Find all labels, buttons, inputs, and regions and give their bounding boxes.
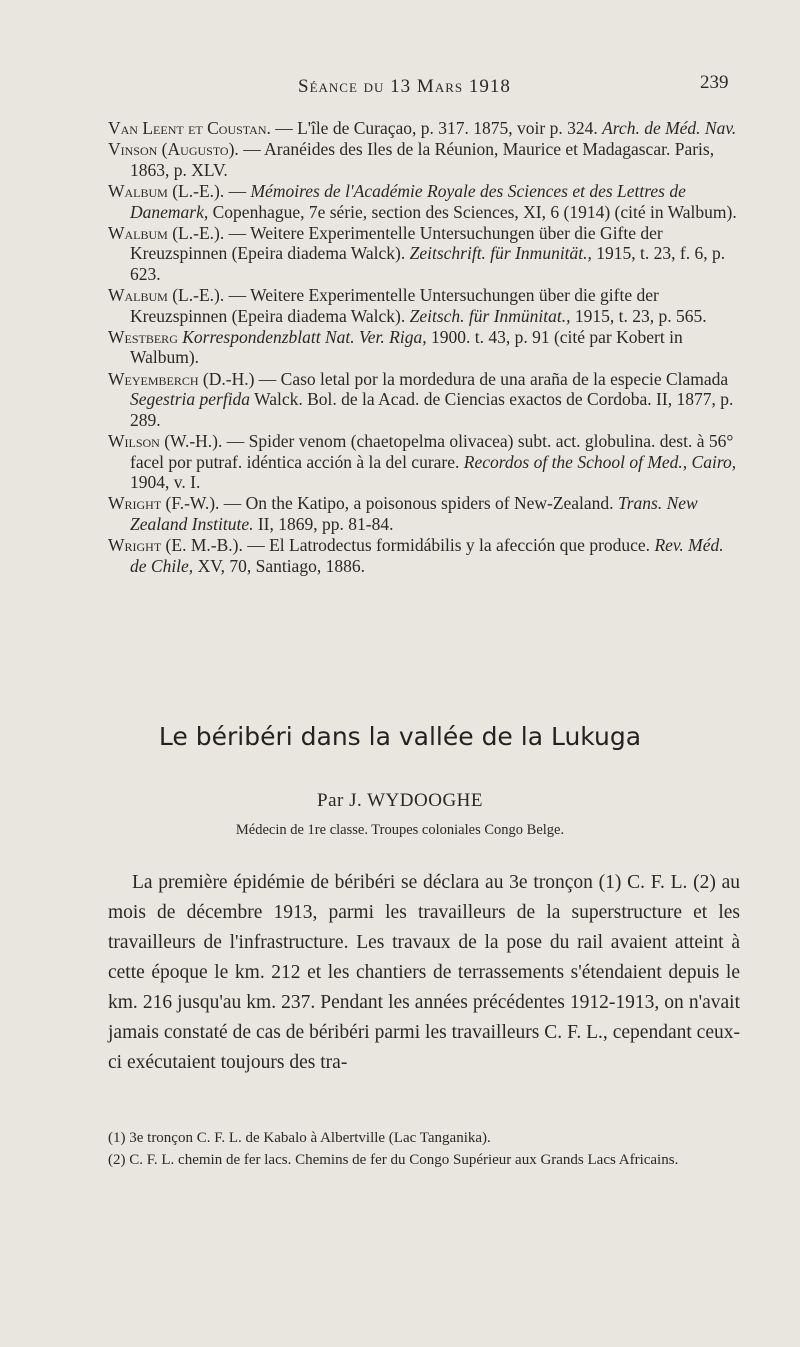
footnotes (108, 1127, 778, 1171)
bibliography-entry (108, 118, 738, 138)
reference-text: — El Latrodectus formidábilis y la afección que produce. (242, 535, 655, 556)
reference-details: 1915, t. 23, p. 565. (570, 305, 707, 326)
reference-publication: Rev. Méd. de Chile, (130, 535, 724, 576)
article-byline: Par J. WYDOOGHE (317, 790, 483, 811)
reference-details: Copenhague, 7e série, section des Sciences, XI, 6 (1914) (cité in Walbum). (208, 201, 737, 222)
reference-details: 1915, t. 23, f. 6, p. 623. (130, 243, 726, 284)
bibliography-entry (108, 285, 738, 326)
article-body-paragraph: La première épidémie de béribéri se déclara au 3e tronçon (1) C. F. L. (2) au mois de décembre 1913, parmi les travailleurs de la superstructure et les travailleurs de l'infrastructure. Les travaux de la pose du rail avaient atteint à cette époque le km. 212 et les chantiers de terrassements s'étendaient depuis le km. 216 jusqu'au km. 237. Pendant les années précédentes 1912-1913, on n'avait jamais constaté de cas de béribéri parmi les travailleurs C. F. L., cependant ceux-ci exécutaient toujours des tra- (108, 872, 740, 1073)
reference-text: — On the Katipo, a poisonous spiders of New-Zealand. (219, 493, 618, 514)
bibliography-entry (108, 181, 738, 222)
reference-publication: Recordos of the School of Med., Cairo, (463, 451, 737, 472)
reference-text: — Caso letal por la mordedura de una araña de la especie Clamada (254, 368, 729, 389)
bibliography-entry (108, 327, 738, 368)
reference-author: Walbum (L.-E.). (108, 285, 225, 306)
bibliography (108, 118, 738, 577)
reference-details: XV, 70, Santiago, 1886. (193, 555, 365, 576)
footnote: (1) 3e tronçon C. F. L. de Kabalo à Albertville (Lac Tanganika). (108, 1130, 491, 1146)
reference-text: — Weitere Experimentelle Untersuchungen über die Gifte der Kreuzspinnen (Epeira diadema Walck). (130, 223, 663, 264)
reference-author: Wright (E. M.-B.). (108, 535, 243, 556)
reference-author: Westberg (108, 327, 178, 348)
reference-details: Walck. Bol. de la Acad. de Ciencias exactos de Cordoba. II, 1877, p. 289. (130, 389, 734, 430)
reference-author: Wilson (W.-H.). (108, 431, 223, 452)
running-title: Séance du 13 Mars 1918 (298, 76, 511, 97)
reference-text: — (224, 181, 251, 202)
bibliography-entry (108, 223, 738, 284)
bibliography-entry (108, 493, 738, 534)
reference-publication: Korrespondenzblatt Nat. Ver. Riga, (182, 327, 427, 348)
reference-author: Weyemberch (D.-H.) (108, 368, 255, 389)
bibliography-entry (108, 369, 738, 430)
reference-text: — Aranéides des Iles de la Réunion, Maurice et Madagascar. Paris, 1863, p. XLV. (130, 139, 715, 180)
reference-details: II, 1869, pp. 81-84. (253, 513, 394, 534)
reference-publication: Arch. de Méd. Nav. (602, 118, 737, 138)
reference-author: Van Leent et Coustan. (108, 118, 271, 138)
author-affiliation: Médecin de 1re classe. Troupes coloniales Congo Belge. (235, 822, 565, 838)
reference-details: 1900. t. 43, p. 91 (cité par Kobert in Walbum). (130, 327, 683, 368)
reference-details: 1904, v. I. (130, 471, 201, 492)
reference-text: — Spider venom (chaetopelma olivacea) subt. act. globulina. dest. à 56° facel por putraf. idéntica acción à la del curare. (130, 431, 734, 472)
reference-author: Walbum (L.-E.). (108, 181, 225, 202)
reference-publication: Zeitsch. für Inmünitat., (409, 305, 571, 326)
page-header (0, 70, 800, 100)
bibliography-entry (108, 431, 738, 492)
reference-publication: Zeitschrift. für Inmunität., (409, 243, 592, 264)
bibliography-entry (108, 139, 738, 180)
bibliography-entry (108, 535, 738, 576)
reference-publication: Segestria perfida (130, 389, 251, 410)
reference-text: — L'île de Curaçao, p. 317. 1875, voir p. 324. (270, 118, 603, 138)
reference-publication: Trans. New Zealand Institute. (130, 493, 698, 534)
article-title: Le béribéri dans la vallée de la Lukuga (158, 722, 642, 751)
page-number: 239 (700, 72, 729, 93)
reference-publication: Mémoires de l'Académie Royale des Sciences et des Lettres de Danemark, (130, 181, 686, 222)
footnote: (2) C. F. L. chemin de fer lacs. Chemins de fer du Congo Supérieur aux Grands Lacs Africains. (108, 1152, 679, 1168)
reference-author: Walbum (L.-E.). (108, 223, 225, 244)
reference-text: — Weitere Experimentelle Untersuchungen über die gifte der Kreuzspinnen (Epeira diadema Walck). (130, 285, 659, 326)
reference-author: Vinson (Augusto). (108, 139, 239, 160)
reference-author: Wright (F.-W.). (108, 493, 220, 514)
